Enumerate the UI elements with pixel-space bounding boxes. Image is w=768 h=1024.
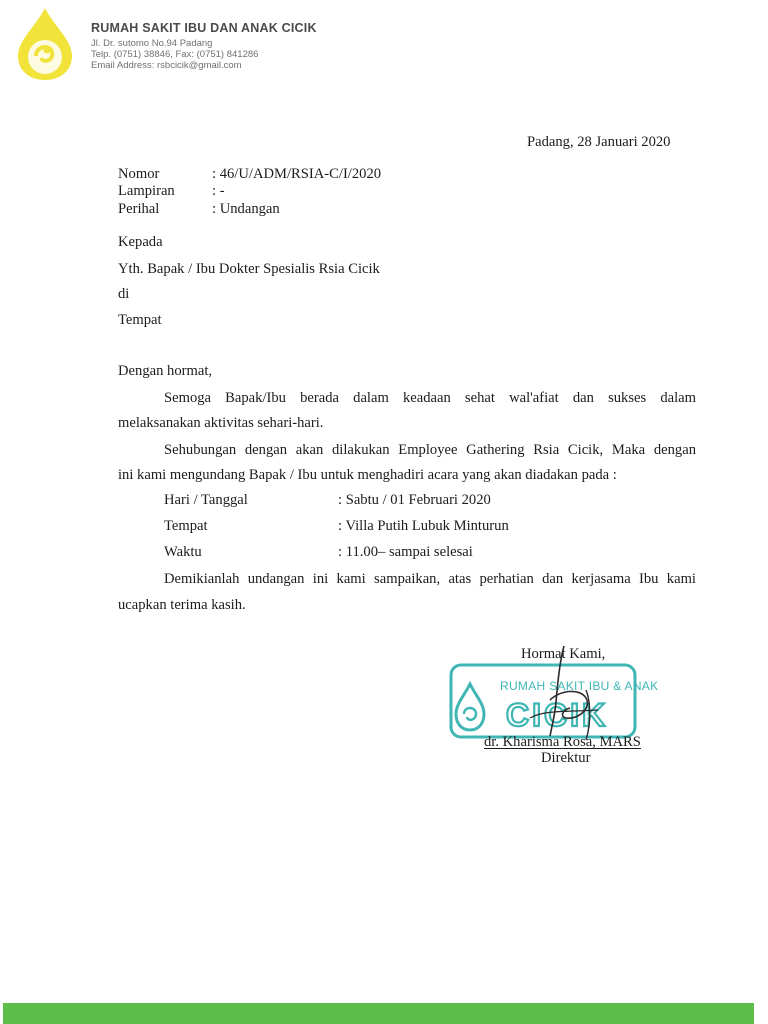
hospital-logo-icon: [14, 6, 76, 82]
event-label-place: Tempat: [164, 518, 208, 534]
meta-label-nomor: Nomor: [118, 166, 160, 182]
signer-title: Direktur: [541, 750, 591, 766]
recipient-place: Tempat: [118, 312, 162, 328]
footer-bar: [3, 1003, 754, 1024]
event-value-date: : Sabtu / 01 Februari 2020: [338, 492, 491, 508]
meta-value-nomor: : 46/U/ADM/RSIA-C/I/2020: [212, 166, 382, 182]
closing-line-1: Demikianlah undangan ini kami sampaikan, atas perhatian dan kerjasama Ibu kami: [164, 571, 696, 587]
event-label-time: Waktu: [164, 544, 202, 560]
regards: Hormat Kami,: [521, 646, 606, 662]
paragraph-2-line-2: ini kami mengundang Bapak / Ibu untuk menghadiri acara yang akan diadakan pada :: [118, 467, 617, 483]
hospital-phone: Telp. (0751) 38846, Fax: (0751) 841286: [91, 49, 259, 60]
meta-value-perihal: : Undangan: [212, 201, 280, 217]
paragraph-1-line-2: melaksanakan aktivitas sehari-hari.: [118, 415, 324, 431]
letterhead: [0, 0, 768, 90]
place-date: Padang, 28 Januari 2020: [527, 134, 671, 150]
event-value-time: : 11.00– sampai selesai: [338, 544, 473, 560]
meta-label-lampiran: Lampiran: [118, 183, 175, 199]
recipient-addressee: Yth. Bapak / Ibu Dokter Spesialis Rsia Cicik: [118, 261, 380, 277]
recipient-to-label: Kepada: [118, 234, 163, 250]
stamp-line-1: RUMAH SAKIT IBU & ANAK: [500, 679, 659, 693]
recipient-di: di: [118, 286, 130, 302]
hospital-email: Email Address: rsbcicik@gmail.com: [91, 60, 242, 71]
meta-label-perihal: Perihal: [118, 201, 160, 217]
hospital-name: RUMAH SAKIT IBU DAN ANAK CICIK: [91, 21, 317, 35]
event-value-place: : Villa Putih Lubuk Minturun: [338, 518, 509, 534]
paragraph-1-line-1: Semoga Bapak/Ibu berada dalam keadaan sehat wal'afiat dan sukses dalam: [164, 390, 696, 406]
closing-line-2: ucapkan terima kasih.: [118, 597, 246, 613]
meta-value-lampiran: : -: [212, 183, 225, 199]
greeting: Dengan hormat,: [118, 363, 213, 379]
hospital-address: Jl. Dr. sutomo No.94 Padang: [91, 38, 213, 49]
event-label-date: Hari / Tanggal: [164, 492, 248, 508]
signer-name: dr. Kharisma Rosa, MARS: [484, 734, 641, 750]
stamp-line-2: CICIK: [506, 697, 609, 733]
paragraph-2-line-1: Sehubungan dengan akan dilakukan Employee Gathering Rsia Cicik, Maka dengan: [164, 442, 696, 458]
